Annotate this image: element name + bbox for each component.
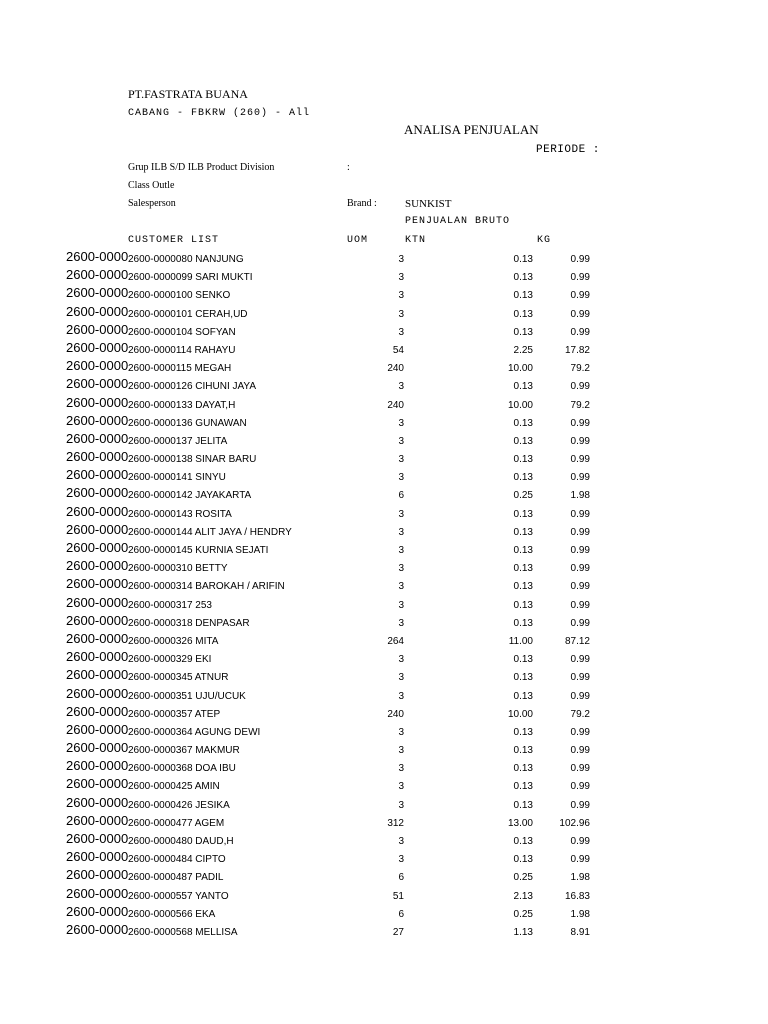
kg-value: 79.2 bbox=[570, 363, 590, 375]
row-prefix: 2600-0000 bbox=[66, 667, 129, 683]
uom-value: 3 bbox=[398, 326, 404, 338]
row-prefix: 2600-0000 bbox=[66, 630, 129, 646]
uom-value: 27 bbox=[392, 926, 404, 938]
table-row bbox=[0, 720, 768, 738]
kg-value: 79.2 bbox=[570, 399, 590, 411]
customer-code-name: 2600-0000484 CIPTO bbox=[128, 854, 226, 866]
customer-code-name: 2600-0000357 ATEP bbox=[128, 708, 221, 720]
row-prefix: 2600-0000 bbox=[66, 376, 129, 392]
branch-label: CABANG - FBKRW (260) - All bbox=[128, 108, 311, 119]
customer-code-name: 2600-0000144 ALIT JAYA / HENDRY bbox=[128, 526, 292, 538]
customer-code-name: 2600-0000317 253 bbox=[128, 599, 212, 611]
customer-code-name: 2600-0000480 DAUD,H bbox=[128, 836, 234, 847]
customer-code-name: 2600-0000425 AMIN bbox=[128, 781, 220, 793]
kg-value: 1.98 bbox=[570, 908, 590, 920]
row-prefix: 2600-0000 bbox=[66, 903, 129, 919]
ktn-value: 0.13 bbox=[513, 745, 533, 757]
ktn-value: 0.13 bbox=[513, 854, 533, 866]
table-row bbox=[0, 556, 768, 574]
uom-value: 3 bbox=[398, 272, 404, 284]
ktn-value: 11.00 bbox=[508, 635, 533, 647]
table-row bbox=[0, 247, 768, 265]
row-prefix: 2600-0000 bbox=[66, 467, 129, 483]
column-header-kg: KG bbox=[537, 235, 552, 246]
kg-value: 0.99 bbox=[570, 472, 590, 484]
uom-value: 3 bbox=[398, 654, 404, 666]
row-prefix: 2600-0000 bbox=[66, 521, 129, 537]
uom-value: 3 bbox=[398, 854, 404, 866]
customer-code-name: 2600-0000137 JELITA bbox=[128, 435, 228, 447]
table-row bbox=[0, 411, 768, 429]
table-row bbox=[0, 429, 768, 447]
table-row bbox=[0, 847, 768, 865]
kg-value: 102.96 bbox=[559, 817, 590, 829]
ktn-value: 1.13 bbox=[513, 926, 533, 938]
kg-value: 0.99 bbox=[570, 563, 590, 575]
kg-value: 0.99 bbox=[570, 745, 590, 757]
table-row bbox=[0, 393, 768, 411]
ktn-value: 0.25 bbox=[513, 872, 533, 884]
kg-value: 0.99 bbox=[570, 672, 590, 684]
table-row bbox=[0, 829, 768, 847]
row-prefix: 2600-0000 bbox=[66, 885, 129, 901]
uom-value: 3 bbox=[398, 836, 404, 847]
row-prefix: 2600-0000 bbox=[66, 921, 129, 937]
ktn-value: 0.13 bbox=[513, 690, 533, 702]
uom-value: 240 bbox=[387, 363, 404, 375]
kg-value: 0.99 bbox=[570, 726, 590, 738]
ktn-value: 0.13 bbox=[513, 599, 533, 611]
customer-code-name: 2600-0000487 PADIL bbox=[128, 872, 224, 884]
ktn-value: 0.13 bbox=[513, 763, 533, 775]
uom-value: 3 bbox=[398, 581, 404, 593]
table-row bbox=[0, 811, 768, 829]
uom-value: 3 bbox=[398, 672, 404, 684]
customer-code-name: 2600-0000138 SINAR BARU bbox=[128, 454, 257, 466]
row-prefix: 2600-0000 bbox=[66, 721, 129, 737]
customer-code-name: 2600-0000145 KURNIA SEJATI bbox=[128, 545, 269, 556]
ktn-value: 0.13 bbox=[513, 581, 533, 593]
customer-code-name: 2600-0000566 EKA bbox=[128, 908, 216, 920]
uom-value: 3 bbox=[398, 526, 404, 538]
kg-value: 0.99 bbox=[570, 581, 590, 593]
uom-value: 3 bbox=[398, 563, 404, 575]
uom-value: 3 bbox=[398, 799, 404, 811]
uom-value: 312 bbox=[387, 817, 404, 829]
uom-value: 3 bbox=[398, 599, 404, 611]
ktn-value: 0.13 bbox=[513, 563, 533, 575]
brand-label: Brand : bbox=[347, 198, 377, 209]
table-row bbox=[0, 265, 768, 283]
column-header-customer: CUSTOMER LIST bbox=[128, 235, 220, 246]
customer-code-name: 2600-0000368 DOA IBU bbox=[128, 763, 236, 775]
uom-value: 3 bbox=[398, 508, 404, 520]
table-row bbox=[0, 374, 768, 392]
table-row bbox=[0, 702, 768, 720]
customer-code-name: 2600-0000104 SOFYAN bbox=[128, 326, 236, 338]
uom-value: 240 bbox=[387, 399, 404, 411]
uom-value: 3 bbox=[398, 435, 404, 447]
ktn-value: 0.13 bbox=[513, 508, 533, 520]
kg-value: 0.99 bbox=[570, 381, 590, 393]
ktn-value: 0.13 bbox=[513, 272, 533, 284]
table-row bbox=[0, 574, 768, 592]
ktn-value: 0.13 bbox=[513, 836, 533, 847]
row-prefix: 2600-0000 bbox=[66, 758, 129, 774]
kg-value: 0.99 bbox=[570, 654, 590, 666]
kg-value: 16.83 bbox=[564, 890, 590, 902]
kg-value: 0.99 bbox=[570, 799, 590, 811]
uom-value: 3 bbox=[398, 745, 404, 757]
customer-code-name: 2600-0000099 SARI MUKTI bbox=[128, 272, 253, 284]
ktn-value: 13.00 bbox=[507, 817, 533, 829]
uom-value: 3 bbox=[398, 308, 404, 320]
row-prefix: 2600-0000 bbox=[66, 249, 129, 264]
row-prefix: 2600-0000 bbox=[66, 740, 129, 756]
ktn-value: 0.25 bbox=[513, 908, 533, 920]
customer-code-name: 2600-0000310 BETTY bbox=[128, 563, 228, 575]
table-row bbox=[0, 520, 768, 538]
column-header-uom: UOM bbox=[347, 235, 369, 246]
customer-code-name: 2600-0000364 AGUNG DEWI bbox=[128, 726, 261, 738]
kg-value: 0.99 bbox=[570, 854, 590, 866]
customer-code-name: 2600-0000115 MEGAH bbox=[128, 363, 232, 375]
customer-code-name: 2600-0000557 YANTO bbox=[128, 890, 229, 902]
customer-code-name: 2600-0000133 DAYAT,H bbox=[128, 399, 236, 411]
ktn-value: 0.13 bbox=[513, 472, 533, 484]
ktn-value: 0.13 bbox=[513, 726, 533, 738]
table-row bbox=[0, 465, 768, 483]
row-prefix: 2600-0000 bbox=[66, 339, 129, 355]
customer-code-name: 2600-0000143 ROSITA bbox=[128, 508, 232, 520]
table-row bbox=[0, 447, 768, 465]
row-prefix: 2600-0000 bbox=[66, 776, 129, 792]
brand-value: SUNKIST bbox=[405, 198, 452, 210]
row-prefix: 2600-0000 bbox=[66, 576, 129, 592]
table-row bbox=[0, 738, 768, 756]
customer-code-name: 2600-0000314 BAROKAH / ARIFIN bbox=[128, 581, 285, 593]
uom-value: 3 bbox=[398, 617, 404, 629]
uom-value: 240 bbox=[387, 708, 404, 720]
row-prefix: 2600-0000 bbox=[66, 503, 129, 519]
kg-value: 0.99 bbox=[570, 526, 590, 538]
ktn-value: 0.13 bbox=[513, 617, 533, 629]
kg-value: 0.99 bbox=[570, 454, 590, 466]
customer-code-name: 2600-0000114 RAHAYU bbox=[128, 344, 236, 356]
customer-code-name: 2600-0000351 UJU/UCUK bbox=[128, 690, 246, 702]
row-prefix: 2600-0000 bbox=[66, 558, 129, 574]
uom-value: 264 bbox=[387, 635, 404, 647]
row-prefix: 2600-0000 bbox=[66, 649, 129, 665]
kg-value: 8.91 bbox=[570, 926, 590, 938]
row-prefix: 2600-0000 bbox=[66, 285, 129, 301]
customer-code-name: 2600-0000136 GUNAWAN bbox=[128, 417, 247, 429]
customer-code-name: 2600-0000568 MELLISA bbox=[128, 926, 238, 938]
table-row bbox=[0, 793, 768, 811]
kg-value: 0.99 bbox=[570, 326, 590, 338]
ktn-value: 10.00 bbox=[507, 363, 533, 375]
periode-label: PERIODE : bbox=[536, 144, 600, 156]
ktn-value: 0.13 bbox=[513, 672, 533, 684]
uom-value: 3 bbox=[398, 254, 404, 265]
table-row bbox=[0, 611, 768, 629]
table-row bbox=[0, 483, 768, 501]
table-row bbox=[0, 320, 768, 338]
ktn-value: 0.25 bbox=[513, 490, 533, 502]
kg-value: 0.99 bbox=[570, 781, 590, 793]
table-row bbox=[0, 865, 768, 883]
kg-value: 0.99 bbox=[570, 308, 590, 320]
kg-value: 0.99 bbox=[570, 254, 590, 265]
kg-value: 0.99 bbox=[570, 272, 590, 284]
table-row bbox=[0, 884, 768, 902]
ktn-value: 10.00 bbox=[507, 708, 533, 720]
uom-value: 3 bbox=[398, 454, 404, 466]
kg-value: 79.2 bbox=[570, 708, 590, 720]
table-row bbox=[0, 629, 768, 647]
table-row bbox=[0, 338, 768, 356]
ktn-value: 0.13 bbox=[513, 254, 533, 265]
row-prefix: 2600-0000 bbox=[66, 303, 129, 319]
customer-code-name: 2600-0000080 NANJUNG bbox=[128, 254, 244, 265]
group-colon: : bbox=[347, 162, 350, 173]
ktn-value: 0.13 bbox=[513, 308, 533, 320]
uom-value: 3 bbox=[398, 472, 404, 484]
ktn-value: 0.13 bbox=[513, 781, 533, 793]
customer-code-name: 2600-0000326 MITA bbox=[128, 635, 219, 647]
uom-value: 6 bbox=[398, 490, 404, 502]
penjualan-bruto-label: PENJUALAN BRUTO bbox=[405, 216, 511, 227]
customer-code-name: 2600-0000477 AGEM bbox=[128, 817, 225, 829]
table-row bbox=[0, 302, 768, 320]
table-row bbox=[0, 684, 768, 702]
uom-value: 54 bbox=[392, 344, 404, 356]
customer-code-name: 2600-0000126 CIHUNI JAYA bbox=[128, 381, 257, 393]
uom-value: 51 bbox=[392, 890, 404, 902]
ktn-value: 0.13 bbox=[513, 381, 533, 393]
ktn-value: 0.13 bbox=[513, 526, 533, 538]
ktn-value: 0.13 bbox=[513, 326, 533, 338]
kg-value: 0.99 bbox=[570, 763, 590, 775]
kg-value: 0.99 bbox=[570, 599, 590, 611]
row-prefix: 2600-0000 bbox=[66, 685, 129, 701]
ktn-value: 0.13 bbox=[513, 290, 533, 302]
table-row bbox=[0, 593, 768, 611]
kg-value: 0.99 bbox=[570, 290, 590, 302]
customer-table bbox=[0, 247, 768, 938]
customer-code-name: 2600-0000100 SENKO bbox=[128, 290, 231, 302]
salesperson-label: Salesperson bbox=[128, 198, 176, 209]
uom-value: 3 bbox=[398, 781, 404, 793]
table-row bbox=[0, 283, 768, 301]
row-prefix: 2600-0000 bbox=[66, 594, 129, 610]
kg-value: 0.99 bbox=[570, 508, 590, 520]
ktn-value: 0.13 bbox=[513, 435, 533, 447]
row-prefix: 2600-0000 bbox=[66, 612, 129, 628]
table-row bbox=[0, 647, 768, 665]
customer-code-name: 2600-0000141 SINYU bbox=[128, 472, 226, 484]
row-prefix: 2600-0000 bbox=[66, 412, 129, 428]
uom-value: 3 bbox=[398, 290, 404, 302]
row-prefix: 2600-0000 bbox=[66, 867, 129, 883]
row-prefix: 2600-0000 bbox=[66, 831, 129, 846]
row-prefix: 2600-0000 bbox=[66, 703, 129, 719]
kg-value: 1.98 bbox=[570, 872, 590, 884]
customer-code-name: 2600-0000318 DENPASAR bbox=[128, 617, 250, 629]
group-label: Grup ILB S/D ILB Product Division bbox=[128, 162, 275, 173]
customer-code-name: 2600-0000345 ATNUR bbox=[128, 672, 229, 684]
row-prefix: 2600-0000 bbox=[66, 812, 129, 828]
kg-value: 0.99 bbox=[570, 690, 590, 702]
ktn-value: 0.13 bbox=[513, 799, 533, 811]
table-row bbox=[0, 356, 768, 374]
kg-value: 0.99 bbox=[570, 435, 590, 447]
uom-value: 3 bbox=[398, 545, 404, 556]
ktn-value: 0.13 bbox=[513, 545, 533, 556]
customer-code-name: 2600-0000101 CERAH,UD bbox=[128, 308, 248, 320]
customer-code-name: 2600-0000426 JESIKA bbox=[128, 799, 230, 811]
kg-value: 1.98 bbox=[570, 490, 590, 502]
kg-value: 0.99 bbox=[570, 417, 590, 429]
kg-value: 0.99 bbox=[570, 836, 590, 847]
table-row bbox=[0, 774, 768, 792]
customer-code-name: 2600-0000329 EKI bbox=[128, 654, 212, 666]
row-prefix: 2600-0000 bbox=[66, 794, 129, 810]
table-row bbox=[0, 502, 768, 520]
table-row bbox=[0, 538, 768, 556]
ktn-value: 0.13 bbox=[513, 654, 533, 666]
ktn-value: 0.13 bbox=[513, 417, 533, 429]
kg-value: 0.99 bbox=[570, 545, 590, 556]
company-name: PT.FASTRATA BUANA bbox=[128, 87, 248, 101]
uom-value: 3 bbox=[398, 763, 404, 775]
table-row bbox=[0, 920, 768, 938]
table-row bbox=[0, 756, 768, 774]
customer-code-name: 2600-0000142 JAYAKARTA bbox=[128, 490, 252, 502]
uom-value: 3 bbox=[398, 381, 404, 393]
uom-value: 3 bbox=[398, 417, 404, 429]
row-prefix: 2600-0000 bbox=[66, 267, 129, 283]
column-header-ktn: KTN bbox=[405, 235, 427, 246]
uom-value: 3 bbox=[398, 690, 404, 702]
row-prefix: 2600-0000 bbox=[66, 394, 129, 410]
customer-code-name: 2600-0000367 MAKMUR bbox=[128, 745, 240, 757]
ktn-value: 2.13 bbox=[513, 890, 533, 902]
row-prefix: 2600-0000 bbox=[66, 449, 129, 465]
row-prefix: 2600-0000 bbox=[66, 430, 129, 446]
uom-value: 6 bbox=[398, 872, 404, 884]
kg-value: 87.12 bbox=[564, 635, 590, 647]
table-row bbox=[0, 902, 768, 920]
row-prefix: 2600-0000 bbox=[66, 540, 129, 555]
uom-value: 3 bbox=[398, 726, 404, 738]
ktn-value: 10.00 bbox=[507, 399, 533, 411]
kg-value: 17.82 bbox=[564, 344, 590, 356]
ktn-value: 2.25 bbox=[513, 344, 533, 356]
class-outlet-label: Class Outle bbox=[128, 180, 175, 191]
uom-value: 6 bbox=[398, 908, 404, 920]
table-row bbox=[0, 665, 768, 683]
report-title: ANALISA PENJUALAN bbox=[404, 122, 539, 137]
ktn-value: 0.13 bbox=[513, 454, 533, 466]
row-prefix: 2600-0000 bbox=[66, 849, 129, 865]
kg-value: 0.99 bbox=[570, 617, 590, 629]
row-prefix: 2600-0000 bbox=[66, 485, 129, 501]
row-prefix: 2600-0000 bbox=[66, 321, 129, 337]
row-prefix: 2600-0000 bbox=[66, 358, 129, 374]
